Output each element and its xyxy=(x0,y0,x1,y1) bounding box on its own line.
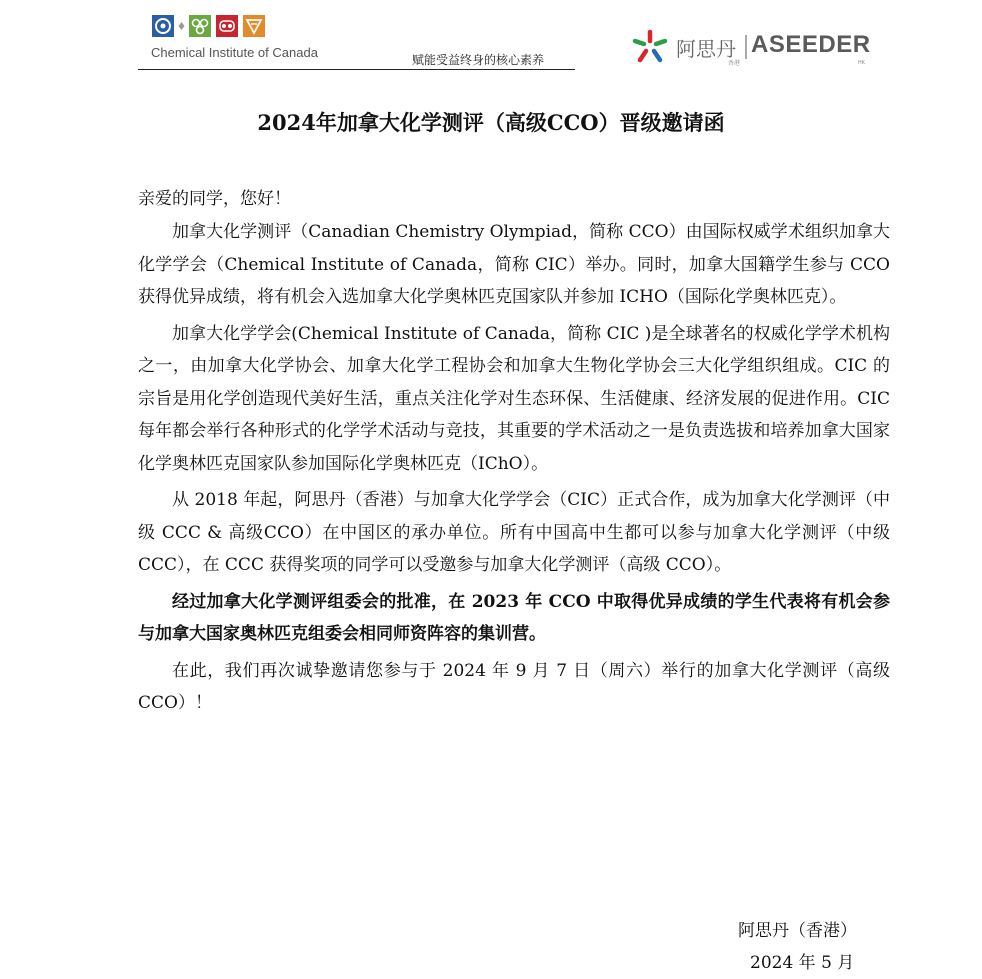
header-divider xyxy=(138,69,575,70)
aseeder-chinese-name: 阿思丹 xyxy=(676,37,736,61)
signature-block xyxy=(738,915,857,979)
engineering-logo-icon xyxy=(215,14,239,38)
paragraph-cic-intro: 加拿大化学学会(Chemical Institute of Canada，简称 CIC )是全球著名的权威化学学术机构之一，由加拿大化学协会、加拿大化学工程协会和加拿大生物化学协会三大化学组织组成。CIC 的宗旨是用化学创造现代美好生活，重点关注化学对生态环保、生活健康、经济发展的促进作用。CIC 每年都会举行各种形式的化学学术活动与竞技，其重要的学术活动之一是负责选拔和培养加拿大国家化学奥林匹克国家队参加国际化学奥林匹克（IChO）。 xyxy=(138,323,890,474)
letter-body xyxy=(138,183,890,724)
biochemistry-logo-icon xyxy=(242,14,266,38)
paragraph-cco-intro: 加拿大化学测评（Canadian Chemistry Olympiad，简称 CCO）由国际权威学术组织加拿大化学学会（Chemical Institute of Canada，简称 CIC）举办。同时，加拿大国籍学生参与 CCO 获得优异成绩，将有机会入选加拿大化学奥林匹克国家队并参加 ICHO（国际化学奥林匹克）。 xyxy=(138,222,890,307)
cic-logo xyxy=(151,14,331,66)
letterhead xyxy=(0,0,982,72)
aseeder-english-name: ASEEDER xyxy=(751,31,871,58)
cic-society-logo-icon xyxy=(151,14,175,38)
paragraph-invitation: 在此，我们再次诚挚邀请您参与于 2024 年 9 月 7 日（周六）举行的加拿大化学测评（高级 CCO）！ xyxy=(138,660,890,713)
signature-date: 2024 年 5 月 xyxy=(750,953,855,973)
paragraph-partnership: 从 2018 年起，阿思丹（香港）与加拿大化学学会（CIC）正式合作，成为加拿大化学测评（中级 CCC & 高级CCO）在中国区的承办单位。所有中国高中生都可以参与加拿大化学测评（中级CCC），在 CCC 获得奖项的同学可以受邀参与加拿大化学测评（高级 CCO）。 xyxy=(138,490,890,575)
paragraph-training-camp: 经过加拿大化学测评组委会的批准，在 2023 年 CCO 中取得优异成绩的学生代表将有机会参与加拿大国家奥林匹克组委会相同师资阵容的集训营。 xyxy=(138,591,890,644)
aseeder-hk-tag: HK xyxy=(858,60,865,66)
document-title: 2024年加拿大化学测评（高级CCO）晋级邀请函 xyxy=(257,110,725,135)
aseeder-divider xyxy=(745,35,747,59)
chemistry-molecule-logo-icon xyxy=(188,14,212,38)
aseeder-star-icon xyxy=(632,29,668,65)
cic-wordmark: Chemical Institute of Canada xyxy=(151,45,318,60)
signature-organization: 阿思丹（香港） xyxy=(738,921,857,941)
greeting: 亲爱的同学，您好！ xyxy=(138,189,291,209)
small-diamond-icon xyxy=(178,14,185,38)
aseeder-logo xyxy=(632,29,872,69)
aseeder-subtext: 香港 xyxy=(728,60,741,67)
slogan: 赋能受益终身的核心素养 xyxy=(412,53,545,67)
